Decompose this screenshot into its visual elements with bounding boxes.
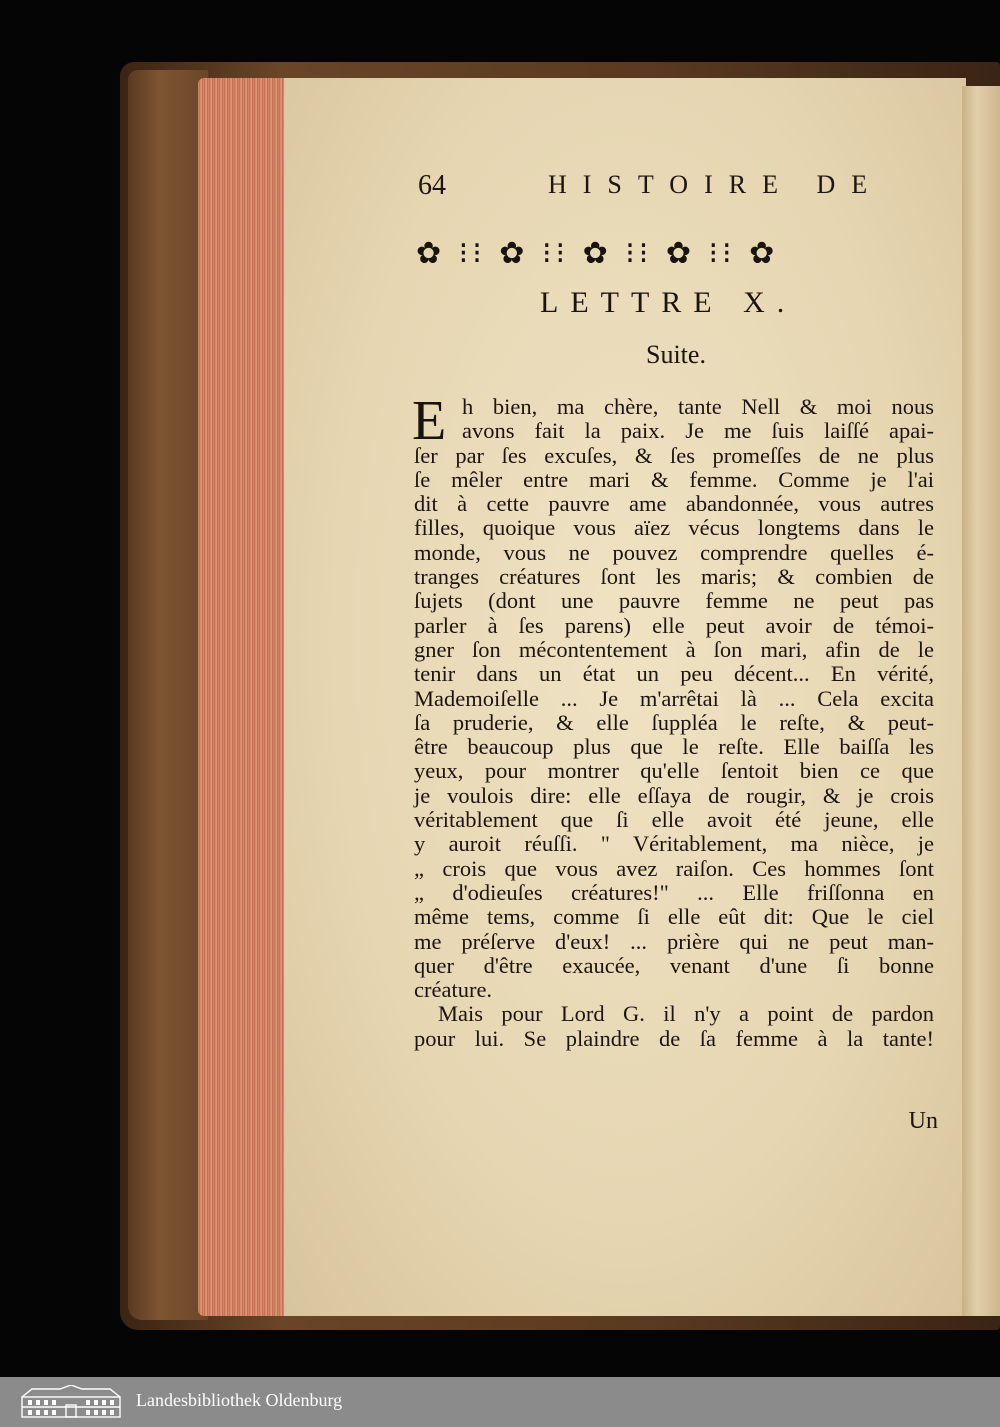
- page-body: [412, 390, 934, 1051]
- text-line: y auroit réuſſi. " Véritablement, ma nièce, je: [414, 831, 934, 857]
- text-line: Mademoiſelle ... Je m'arrêtai là ... Cela excita: [414, 685, 934, 711]
- library-building-icon: [20, 1385, 122, 1419]
- text-line: je voulois dire: elle eſſaya de rougir, & je crois: [414, 782, 934, 808]
- text-line: tenir dans un état un peu décent... En vérité,: [414, 661, 934, 687]
- page-header: [418, 170, 938, 210]
- text-line: parler à ſes parens) elle peut avoir de témoi-: [414, 612, 934, 638]
- facing-page-edge: [962, 86, 1000, 1316]
- library-name[interactable]: Landesbibliothek Oldenburg: [136, 1390, 343, 1410]
- text-line: véritablement que ſi elle avoit été jeune, elle: [414, 807, 934, 833]
- text-line: ſe mêler entre mari & femme. Comme je l'ai: [414, 466, 934, 492]
- page-number: 64: [418, 170, 446, 201]
- catchword: Un: [908, 1108, 938, 1134]
- text-line: ſer par ſes excuſes, & ſes promeſſes de ne plus: [414, 442, 934, 468]
- text-line: me préſerve d'eux! ... prière qui ne peut man-: [414, 928, 934, 954]
- page-edges: [198, 78, 290, 1316]
- footer-bar: [0, 1377, 1000, 1427]
- text-line: même tems, comme ſi elle eût dit: Que le ciel: [414, 904, 934, 930]
- text-line: yeux, pour montrer qu'elle ſentoit bien ce que: [414, 758, 934, 784]
- text-line: tranges créatures ſont les maris; & combien de: [414, 564, 934, 590]
- text-line: filles, quoique vous aïez vécus longtems dans le: [414, 515, 934, 541]
- text-line: h bien, ma chère, tante Nell & moi nous: [462, 394, 934, 419]
- binding-board: [128, 70, 208, 1320]
- text-line: dit à cette pauvre ame abandonnée, vous autres: [414, 491, 934, 517]
- text-line: pour lui. Se plaindre de ſa femme à la tante!: [414, 1025, 934, 1051]
- ornament-band: ✿ ⁝⁝ ✿ ⁝⁝ ✿ ⁝⁝ ✿ ⁝⁝ ✿: [416, 236, 779, 271]
- text-line: avons fait la paix. Je me ſuis laiſſé apai-: [462, 418, 934, 444]
- text-line: ſujets (dont une pauvre femme ne peut pas: [414, 588, 934, 614]
- text-line: ſa pruderie, & elle ſuppléa le reſte, & peut-: [414, 709, 934, 735]
- text-line: quer d'être exaucée, venant d'une ſi bonne: [414, 952, 934, 978]
- text-line: créature.: [414, 977, 493, 1003]
- letter-title: LETTRE X.: [540, 286, 797, 319]
- text-line: „ d'odieuſes créatures!" ... Elle friſſonna en: [414, 879, 934, 905]
- text-line: Mais pour Lord G. il n'y a point de pardon: [438, 1001, 934, 1027]
- text-line: gner ſon mécontentement à ſon mari, afin de le: [414, 636, 934, 662]
- text-line: être beaucoup plus que le reſte. Elle baiſſa les: [414, 734, 934, 760]
- letter-subtitle: Suite.: [646, 340, 706, 369]
- drop-cap: E: [412, 390, 447, 452]
- running-head: HISTOIRE DE: [548, 170, 884, 199]
- text-line: monde, vous ne pouvez comprendre quelles é-: [414, 539, 934, 565]
- text-line: „ crois que vous avez raiſon. Ces hommes ſont: [414, 855, 934, 881]
